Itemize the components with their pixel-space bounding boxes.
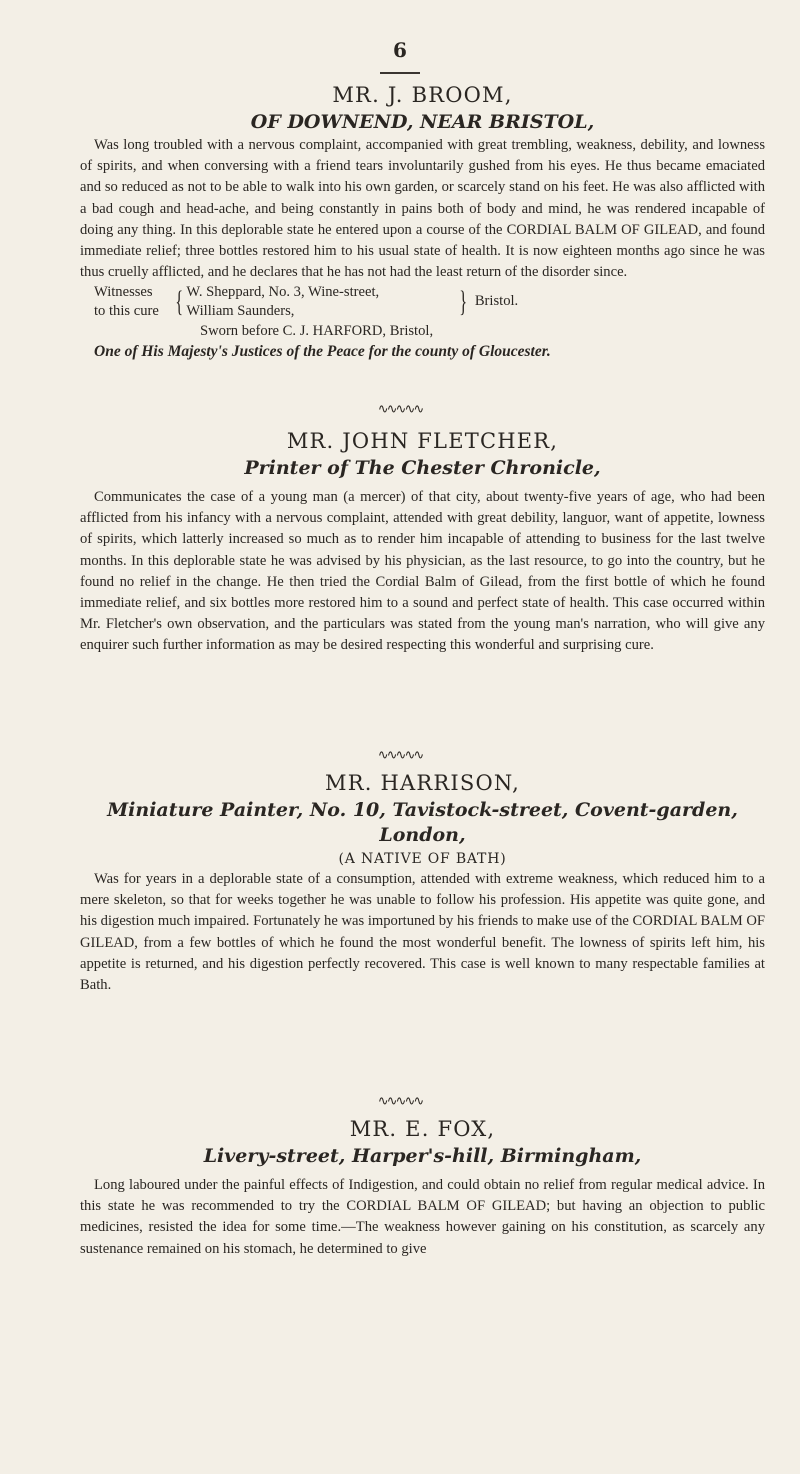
testimonial-name: MR. J. BROOM, [332,83,513,107]
witness-place: Bristol. [474,293,519,310]
testimonial-name: MR. HARRISON, [325,771,520,795]
header-rule [380,72,420,74]
testimonial-harrison [80,770,765,996]
witness-label: Witnesses [94,284,153,301]
witness-2: William Saunders, [186,303,295,320]
native-note: (A NATIVE OF BATH) [338,851,507,867]
testimonial-fox [80,1116,765,1260]
witness-label-cont: to this cure [94,303,159,320]
testimonial-name: MR. E. FOX, [349,1117,496,1141]
ornament-divider: ∿∿∿∿∿ [377,748,423,763]
testimonial-body: Was long troubled with a nervous complaint, accompanied with great trembling, weakness, debility, and lowness of spirits, and when conversing with a friend tears involuntarily gushed from his eyes. He thus became emaciated and so reduced as not to be able to walk into his own garden, or scarcely stand on his feet. He was also afflicted with a bad cough and head-ache, and being constantly in pains both of body and mind, he was rendered incapable of doing any thing. In this deplorable state he entered upon a course of the CORDIAL BALM OF GILEAD, and found immediate relief; three bottles restored him to his usual state of health. It is now eighteen months ago since he was thus cruelly afflicted, and he declares that he has not had the least return of the disorder since. [80,137,765,281]
testimonial-body: Was for years in a deplorable state of a consumption, attended with extreme weakness, which reduced him to a mere skeleton, so that for weeks together he was unable to follow his profession. His appetite was quite gone, and his digestion much impaired. Fortunately he was importuned by his friends to make use of the CORDIAL BALM OF GILEAD, from a few bottles of which he found the most wonderful benefit. The lowness of spirits left him, his appetite is returned, and his digestion perfectly recovered. This case is well known to many respectable families at Bath. [80,871,765,994]
witness-block [80,283,765,321]
brace-right: } [459,285,468,319]
testimonial-broom [80,82,765,362]
testimonial-body: Long laboured under the painful effects of Indigestion, and could obtain no relief from regular medical advice. In this state he was recommended to try the CORDIAL BALM OF GILEAD; but having an objection to public medicines, resisted the idea for some time.—The weakness however gaining on his constitution, as scarcely any sustenance remained on his stomach, he determined to give [80,1177,765,1257]
brace-left: { [175,285,184,319]
page-number: 6 [393,38,407,62]
witness-1: W. Sheppard, No. 3, Wine-street, [186,284,380,301]
testimonial-occupation: Miniature Painter, No. 10, Tavistock-street, Covent-garden, [107,799,738,821]
sworn-statement: Sworn before C. J. HARFORD, Bristol, [200,323,434,340]
testimonial-body: Communicates the case of a young man (a mercer) of that city, about twenty-five years of age, who had been afflicted from his infancy with a nervous complaint, attended with great debility, languor, want of appetite, lowness of spirits, which latterly increased so much as to render him incapable of attending to business for the last twelve months. In this deplorable state he was advised by his physician, as the last resource, to go into the country, but he found no relief in the change. He then tried the Cordial Balm of Gilead, from the first bottle of which he found immediate relief, and six bottles more restored him to a sound and perfect state of health. This case occurred within Mr. Fletcher's own observation, and the particulars was stated from the young man's narration, who will give any enquirer such further information as may be desired respecting this wonderful and surprising cure. [80,489,765,654]
testimonial-city: London, [379,824,466,846]
testimonial-location: Livery-street, Harper's-hill, Birmingham, [203,1145,642,1167]
testimonial-fletcher [80,428,765,657]
ornament-divider: ∿∿∿∿∿ [377,402,423,417]
justice-title: One of His Majesty's Justices of the Peace for the county of Gloucester. [94,343,551,361]
testimonial-location: OF DOWNEND, NEAR BRISTOL, [250,111,595,133]
testimonial-occupation: Printer of The Chester Chronicle, [244,457,601,479]
ornament-divider: ∿∿∿∿∿ [377,1094,423,1109]
testimonial-name: MR. JOHN FLETCHER, [286,429,559,453]
